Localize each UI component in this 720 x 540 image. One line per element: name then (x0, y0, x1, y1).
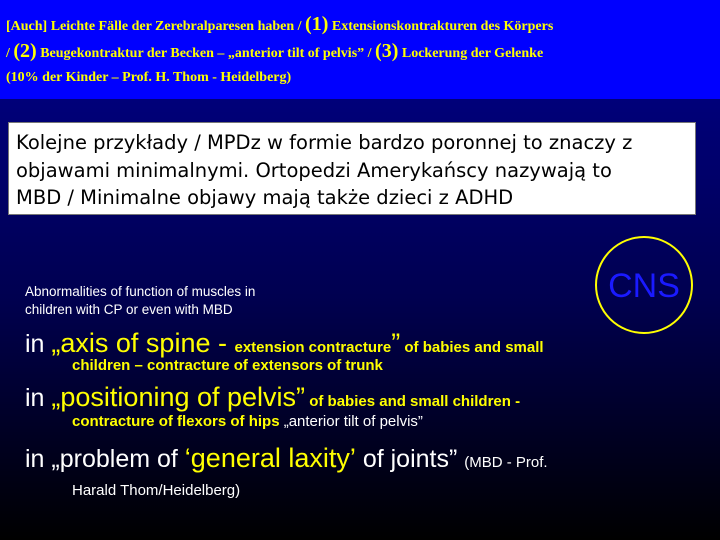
item-rest: of babies and small (400, 339, 544, 356)
item-note: (MBD - Prof. (464, 454, 548, 471)
item-extra: extension contracture (234, 339, 392, 356)
cns-circle (595, 236, 693, 334)
polish-note-box (8, 122, 696, 215)
item-rest: of babies and small children - (305, 393, 521, 410)
item-term: „axis of spine - (51, 328, 235, 358)
header-text: [Auch] Leichte Fälle der Zerebralparesen haben / (6, 19, 306, 34)
item-axis-of-spine (25, 328, 544, 359)
item-line2-b: „anterior tilt of pelvis” (283, 413, 423, 430)
polish-line: objawami minimalnymi. Ortopedzi Amerykańscy nazywają to (16, 158, 612, 182)
intro-line: Abnormalities of function of muscles in (25, 284, 256, 299)
intro-text (25, 283, 255, 319)
header-text: / (6, 46, 14, 61)
item-term: ‘general laxity’ (184, 443, 356, 473)
item-prefix: in „problem of (25, 445, 185, 473)
item-quote: ” (391, 328, 401, 358)
item-axis-of-spine-line2: children – contracture of extensors of trunk (72, 357, 383, 374)
cns-label: CNS (608, 267, 680, 305)
header-line-3: (10% der Kinder – Prof. H. Thom - Heidelberg) (6, 70, 292, 85)
header-number-2: (2) (13, 40, 37, 62)
intro-line: children with CP or even with MBD (25, 302, 233, 317)
german-header (0, 0, 720, 99)
header-number-3: (3) (375, 40, 399, 62)
header-text: Extensionskontrakturen des Körpers (328, 19, 554, 34)
item-prefix: in (25, 384, 52, 412)
item-general-laxity (25, 443, 548, 474)
polish-line: MBD / Minimalne objawy mają także dzieci z ADHD (16, 186, 514, 209)
item-general-laxity-line2: Harald Thom/Heidelberg) (72, 482, 241, 499)
item-positioning-of-pelvis-line2 (72, 413, 423, 431)
item-prefix: in (25, 330, 52, 358)
item-positioning-of-pelvis (25, 382, 520, 413)
header-number-1: (1) (305, 13, 329, 35)
item-line2-a: contracture of flexors of hips (72, 413, 284, 430)
header-line-2 (6, 39, 714, 66)
item-suffix: of joints” (355, 445, 465, 473)
item-term: „positioning of pelvis” (51, 382, 306, 412)
header-line-1 (6, 12, 714, 39)
header-text: Beugekontraktur der Becken – „anterior tilt of pelvis” / (36, 46, 376, 61)
header-text: Lockerung der Gelenke (398, 46, 544, 61)
polish-line: Kolejne przykłady / MPDz w formie bardzo poronnej to znaczy z (16, 131, 633, 154)
